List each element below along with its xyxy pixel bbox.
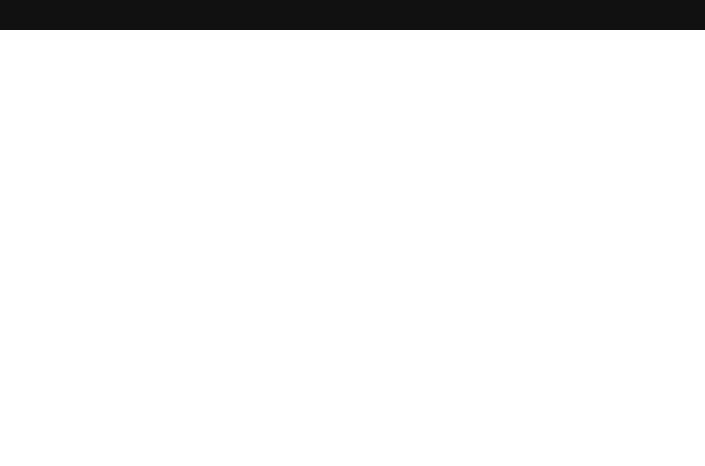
table-header — [0, 0, 705, 30]
